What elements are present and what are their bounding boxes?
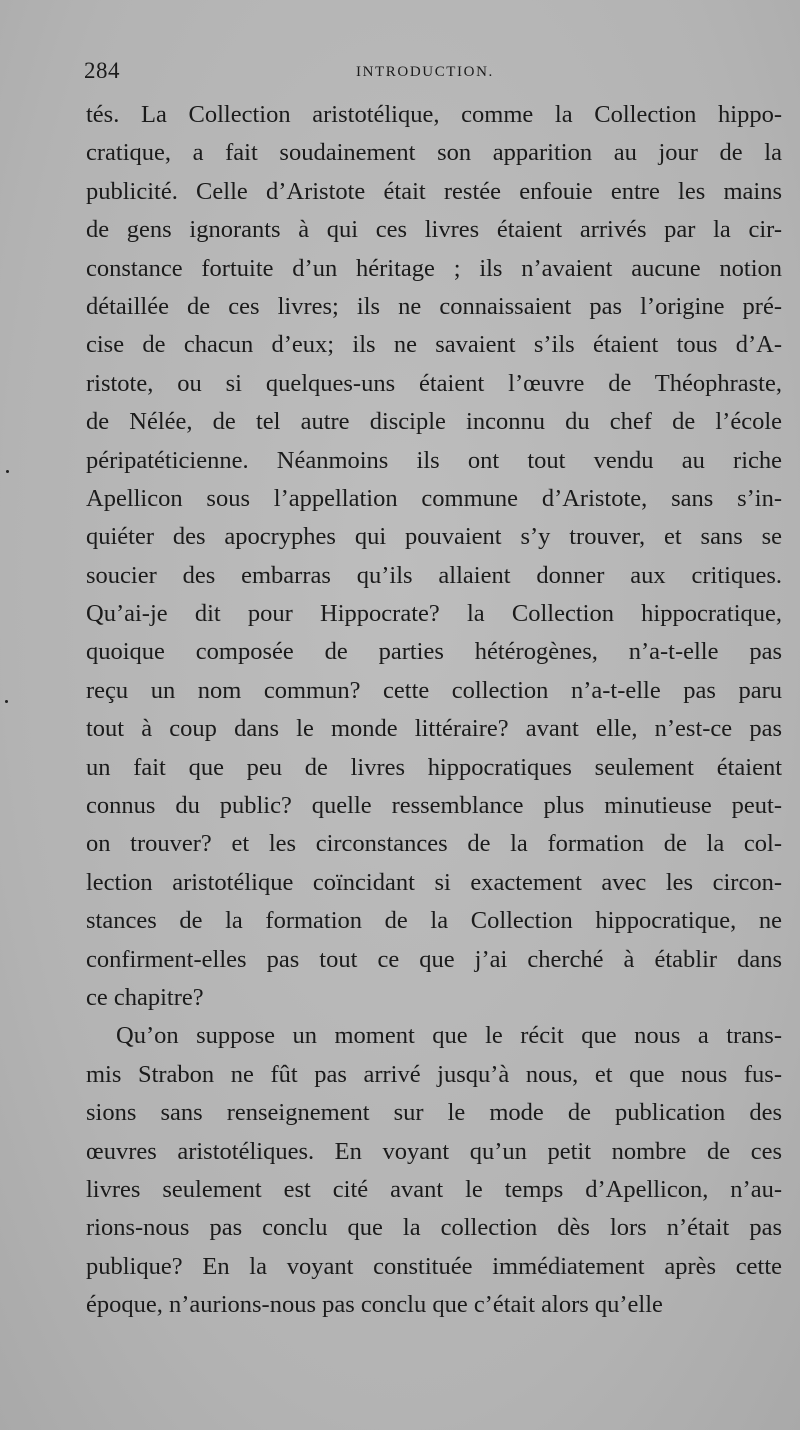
text-line: reçu un nom commun? cette collection n’a-t-elle pas paru [86,676,782,704]
running-head [84,58,740,88]
text-line: connus du public? quelle ressemblance plus minutieuse peut- [86,792,782,820]
print-speck [5,700,8,703]
text-line: de gens ignorants à qui ces livres étaient arrivés par la cir- [86,216,782,244]
text-line: époque, n’aurions-nous pas conclu que c’était alors qu’elle [86,1291,663,1319]
text-line: rions-nous pas conclu que la collection dès lors n’était pas [86,1214,782,1242]
text-line: Qu’ai-je dit pour Hippocrate? la Collection hippocratique, [86,600,782,628]
paragraph [86,96,782,1017]
text-line: stances de la formation de la Collection hippocratique, ne [86,907,782,935]
text-line: ce chapitre? [86,983,204,1011]
text-line: publicité. Celle d’Aristote était restée enfouie entre les mains [86,177,782,205]
text-line: œuvres aristotéliques. En voyant qu’un petit nombre de ces [86,1137,782,1165]
text-line: ristote, ou si quelques-uns étaient l’œuvre de Théophraste, [86,369,782,397]
paragraph [86,1017,782,1324]
text-line: tés. La Collection aristotélique, comme la Collection hippo- [86,101,782,128]
text-line: Apellicon sous l’appellation commune d’Aristote, sans s’in- [86,484,782,512]
text-line: livres seulement est cité avant le temps d’Apellicon, n’au- [86,1175,782,1203]
text-line: on trouver? et les circonstances de la formation de la col- [86,830,782,858]
text-line: confirment-elles pas tout ce que j’ai cherché à établir dans [86,945,782,973]
text-line: cratique, a fait soudainement son apparition au jour de la [86,139,782,167]
text-line: quiéter des apocryphes qui pouvaient s’y trouver, et sans se [86,523,782,551]
text-line: détaillée de ces livres; ils ne connaissaient pas l’origine pré- [86,292,782,320]
text-line: publique? En la voyant constituée immédiatement après cette [86,1252,782,1280]
running-title: INTRODUCTION. [356,64,494,80]
text-line: constance fortuite d’un héritage ; ils n’avaient aucune notion [86,254,782,282]
text-line: soucier des embarras qu’ils allaient donner aux critiques. [86,561,782,589]
text-line: un fait que peu de livres hippocratiques seulement étaient [86,753,782,781]
text-line: péripatéticienne. Néanmoins ils ont tout vendu au riche [86,446,782,474]
text-line: cise de chacun d’eux; ils ne savaient s’ils étaient tous d’A- [86,331,782,359]
text-line: de Nélée, de tel autre disciple inconnu du chef de l’école [86,408,782,436]
text-line: quoique composée de parties hétérogènes, n’a-t-elle pas [86,638,782,666]
text-line: tout à coup dans le monde littéraire? avant elle, n’est-ce pas [86,715,782,743]
text-line: sions sans renseignement sur le mode de publication des [86,1099,782,1127]
page-number: 284 [84,58,120,83]
text-line: lection aristotélique coïncidant si exactement avec les circon- [86,868,782,896]
text-line: mis Strabon ne fût pas arrivé jusqu’à nous, et que nous fus- [86,1060,782,1088]
body-text [86,96,782,1325]
print-speck [6,470,9,473]
text-line: Qu’on suppose un moment que le récit que nous a trans- [116,1022,782,1050]
